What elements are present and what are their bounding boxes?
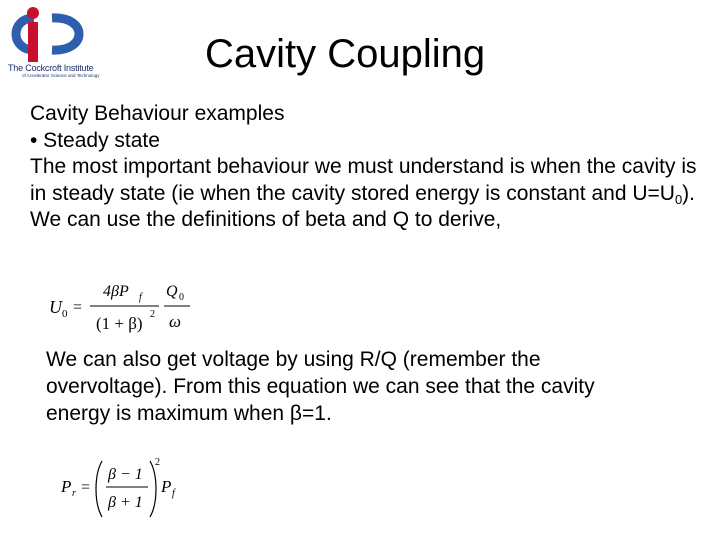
eq2-left-paren: [96, 461, 102, 517]
eq1-denom-right: ω: [169, 312, 182, 331]
eq1-lhs: U: [49, 297, 62, 317]
eq1-num-right-sub: 0: [179, 292, 184, 303]
bullet-steady-state: • Steady state: [30, 128, 160, 152]
eq2-lhs-sub: r: [72, 488, 76, 499]
voltage-paragraph: We can also get voltage by using R/Q (remember the overvoltage). From this equation we can see that the cavity energy is maximum when β=1.: [46, 348, 595, 425]
logo-subtitle: of Accelerator Science and Technology: [22, 73, 100, 78]
eq2-right-paren: [150, 461, 156, 517]
cockcroft-logo-mark-icon: [4, 4, 138, 68]
eq1-num-left: 4βP: [103, 283, 129, 300]
slide-title: Cavity Coupling: [205, 32, 486, 76]
logo-name: The Cockcroft Institute: [8, 63, 94, 73]
eq1-num-right: Q: [166, 283, 178, 300]
body-paragraph-part1: The most important behaviour we must understand is when the cavity is in steady state (ie when the cavity stored energy is constant and U=U: [30, 155, 697, 205]
body-paragraph-subscript: 0: [674, 191, 683, 207]
eq1-lhs-sub: 0: [62, 308, 68, 320]
eq2-rhs-sub: f: [172, 488, 175, 499]
slide-body: [30, 101, 700, 234]
eq1-denom-exp: 2: [150, 309, 155, 320]
eq2-lhs: P: [61, 477, 72, 496]
body-paragraph: [30, 154, 700, 234]
eq2-rhs: P: [161, 477, 172, 496]
eq2-num: β − 1: [108, 466, 143, 483]
equation-reflected-power: [60, 455, 185, 520]
body-paragraph-part2: ). We can use the definitions of beta and Q to derive,: [30, 181, 695, 231]
eq2-denom: β + 1: [108, 494, 143, 511]
equation-stored-energy: [48, 279, 198, 335]
eq1-num-left-sub: f: [139, 292, 142, 303]
eq1-equals: =: [73, 299, 83, 316]
body-heading: Cavity Behaviour examples: [30, 102, 285, 125]
eq2-exp: 2: [155, 457, 160, 468]
eq2-equals: =: [81, 479, 91, 496]
eq1-denom-left: (1 + β): [96, 314, 143, 333]
